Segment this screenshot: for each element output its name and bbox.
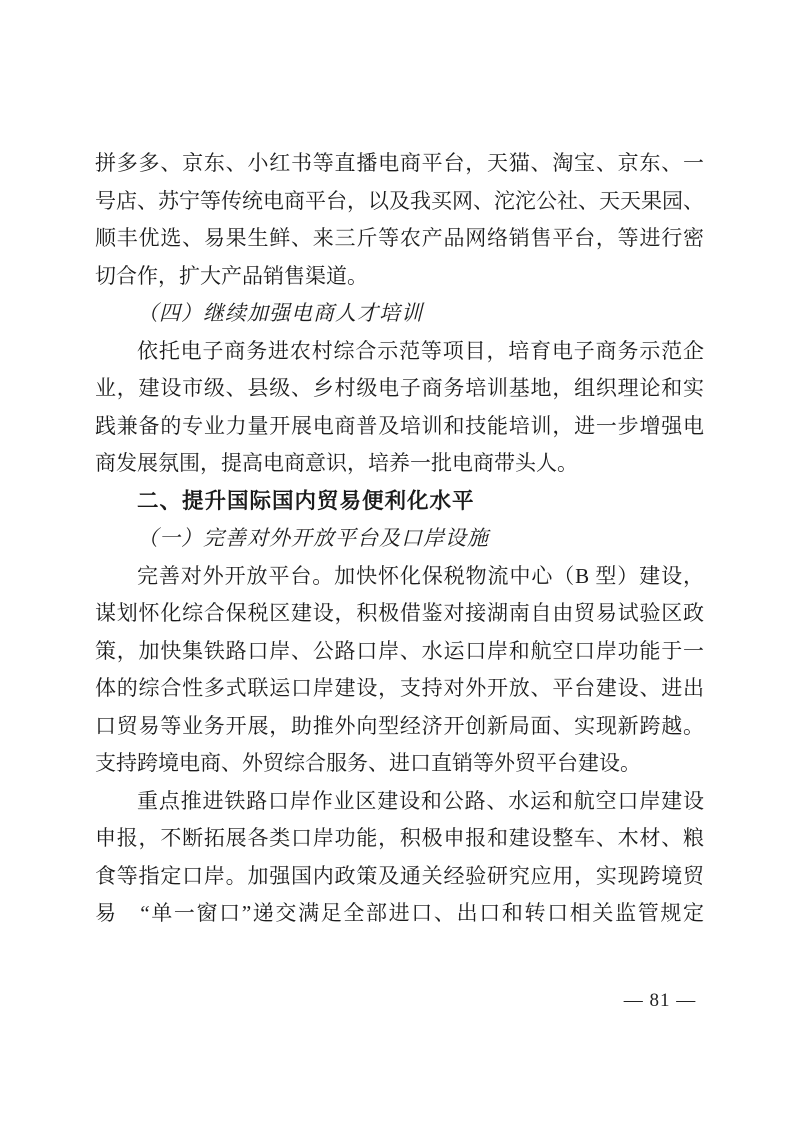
- subsection-heading-4: （四）继续加强电商人才培训: [137, 301, 423, 325]
- body-line: 业，建设市级、县级、乡村级电子商务培训基地，组织理论和实: [95, 376, 704, 400]
- paragraph-port-construction: [95, 783, 704, 933]
- body-line: 顺丰优选、易果生鲜、来三斤等农产品网络销售平台，等进行密: [95, 226, 704, 250]
- subsection-heading-1: （一）完善对外开放平台及口岸设施: [137, 526, 489, 550]
- body-line: 重点推进铁路口岸作业区建设和公路、水运和航空口岸建设: [137, 788, 704, 813]
- paragraph-talent-training: [95, 333, 704, 483]
- body-line: 易 “单一窗口”递交满足全部进口、出口和转口相关监管规定: [95, 901, 704, 925]
- body-line: 践兼备的专业力量开展电商普及培训和技能培训，进一步增强电: [95, 413, 704, 438]
- body-line: 依托电子商务进农村综合示范等项目，培育电子商务示范企: [137, 338, 704, 363]
- body-line: 号店、苏宁等传统电商平台，以及我买网、沱沱公社、天天果园、: [95, 188, 704, 213]
- body-line: 切合作，扩大产品销售渠道。: [95, 263, 368, 288]
- body-line: 支持跨境电商、外贸综合服务、进口直销等外贸平台建设。: [95, 751, 641, 775]
- body-line: 体的综合性多式联运口岸建设，支持对外开放、平台建设、进出: [95, 676, 704, 700]
- body-line: 完善对外开放平台。加快怀化保税物流中心（B 型）建设，: [137, 563, 704, 588]
- body-line: 拼多多、京东、小红书等直播电商平台，天猫、淘宝、京东、一: [95, 151, 704, 175]
- body-line: 谋划怀化综合保税区建设，积极借鉴对接湖南自由贸易试验区政: [95, 601, 704, 625]
- body-line: 口贸易等业务开展，助推外向型经济开创新局面、实现新跨越。: [95, 713, 704, 738]
- paragraph-ecommerce-platforms: [95, 145, 704, 295]
- page-number: — 81 —: [623, 990, 697, 1011]
- paragraph-open-platform: [95, 558, 704, 783]
- page-content: [95, 145, 704, 933]
- body-line: 申报，不断拓展各类口岸功能，积极申报和建设整车、木材、粮: [95, 826, 704, 850]
- body-line: 策，加快集铁路口岸、公路口岸、水运口岸和航空口岸功能于一: [95, 638, 704, 663]
- body-line: 商发展氛围，提高电商意识，培养一批电商带头人。: [95, 451, 578, 475]
- body-line: 食等指定口岸。加强国内政策及通关经验研究应用，实现跨境贸: [95, 863, 704, 888]
- section-heading-2: 二、提升国际国内贸易便利化水平: [137, 488, 475, 513]
